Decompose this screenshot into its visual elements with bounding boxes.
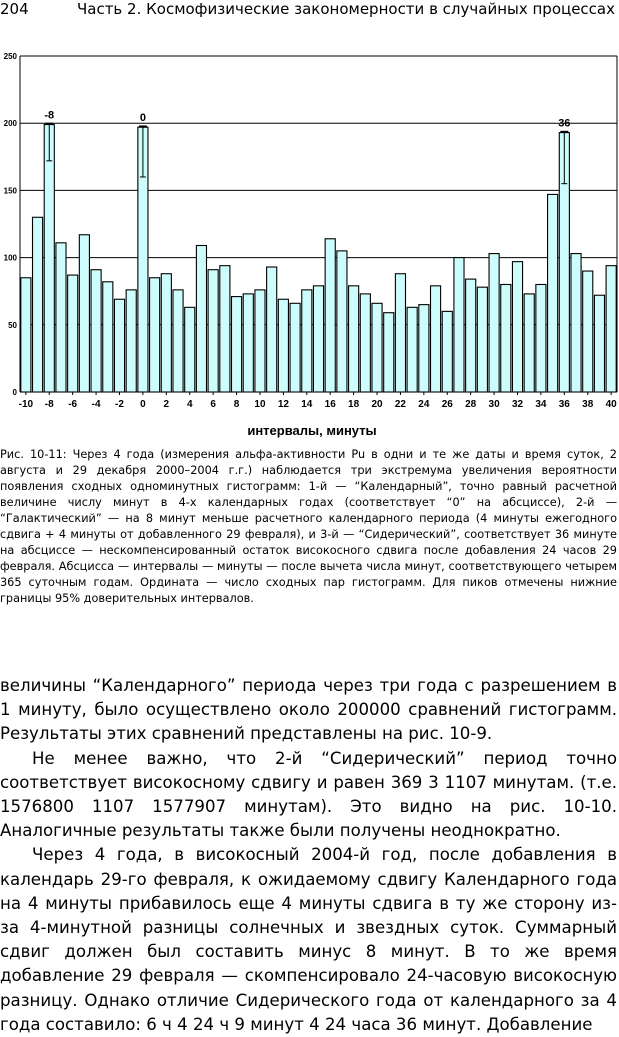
bar	[489, 254, 499, 392]
x-tick-label: 2	[163, 399, 170, 410]
x-tick-label: 32	[511, 399, 524, 410]
paragraph-3: Через 4 года, в високосный 2004-й год, после добавления в календарь 29-го февраля, к ожидаемому сдвигу Календарного года на 4 минуты прибавилось еще 4 минуты сдвига в ту же сторону из-за 4-минутной разницы солнечных и звездных суток. Суммарный сдвиг должен был составить минус 8 минут. В то же время добавление 29 февраля — скомпенсировало 24-часовую високосную разницу. Однако отличие Сидерического года от календарного за 4 года составило: 6 ч 4 24 ч 9 минут 4 24 часа 36 минут. Добавление	[0, 845, 617, 1034]
x-tick-label: 4	[186, 399, 193, 410]
running-title: Часть 2. Космофизические закономерности в случайных процессах	[76, 0, 615, 18]
page-header	[0, 0, 619, 20]
page-number: 204	[0, 0, 29, 18]
bar	[395, 274, 405, 392]
bar	[594, 295, 604, 392]
x-tick-label: 34	[535, 399, 547, 410]
x-tick-label: 16	[324, 399, 336, 410]
bar	[278, 299, 288, 392]
bar	[501, 284, 511, 392]
x-tick-label: 40	[605, 399, 617, 410]
bar	[185, 307, 195, 392]
x-tick-label: 36	[558, 399, 570, 410]
bar	[337, 251, 347, 392]
bar	[161, 274, 171, 392]
bar	[384, 313, 394, 392]
bar	[454, 258, 464, 392]
y-tick-label: 0	[12, 388, 17, 397]
x-tick-label: 24	[418, 399, 430, 410]
bar	[302, 290, 312, 392]
bar	[68, 275, 78, 392]
bar	[583, 271, 593, 392]
bar	[255, 290, 265, 392]
x-tick-label: 28	[465, 399, 477, 410]
peak-labels	[44, 110, 570, 130]
bar	[126, 290, 136, 392]
x-tick-label: 0	[140, 399, 146, 410]
x-axis-label: интервалы, минуты	[247, 423, 377, 438]
y-tick-label: 250	[3, 52, 17, 61]
bar	[196, 246, 206, 392]
bar	[220, 266, 230, 392]
body-text	[0, 674, 617, 1037]
bar	[431, 286, 441, 392]
bar	[349, 286, 359, 392]
bar	[21, 278, 31, 392]
x-tick-label: -8	[44, 399, 54, 410]
x-axis-ticks	[19, 392, 618, 410]
bar	[208, 270, 218, 392]
bar	[114, 299, 124, 392]
x-tick-label: 38	[582, 399, 594, 410]
bar	[419, 305, 429, 392]
x-tick-label: 18	[348, 399, 360, 410]
x-tick-label: 6	[210, 399, 216, 410]
x-tick-label: 26	[441, 399, 453, 410]
bar	[325, 239, 335, 392]
bar	[360, 294, 370, 392]
x-tick-label: 8	[233, 399, 240, 410]
bar	[313, 286, 323, 392]
bar	[524, 294, 534, 392]
figure-caption	[0, 447, 617, 607]
bar	[150, 278, 160, 392]
x-tick-label: 12	[277, 399, 289, 410]
x-tick-label: 10	[254, 399, 266, 410]
bar	[477, 287, 487, 392]
x-tick-label: -2	[115, 399, 124, 410]
x-tick-label: 22	[394, 399, 407, 410]
bar	[79, 235, 89, 392]
bar	[267, 267, 277, 392]
bar	[536, 284, 546, 392]
bar	[466, 279, 476, 392]
x-tick-label: -10	[18, 399, 34, 410]
bar	[290, 303, 300, 392]
paragraph-1: величины “Календарного” периода через три года с разрешением в 1 минуту, было осуществлено около 200000 сравнений гистограмм. Результаты этих сравнений представлены на рис. 10-9.	[0, 676, 617, 744]
y-axis-ticks	[4, 52, 18, 397]
bar	[372, 303, 382, 392]
bar	[44, 125, 54, 392]
bar	[91, 270, 101, 392]
bar	[33, 217, 43, 392]
peak-label: 36	[558, 117, 571, 130]
y-tick-label: 100	[3, 253, 17, 263]
confidence-intervals	[45, 124, 568, 184]
x-tick-label: -4	[91, 399, 101, 410]
bar	[407, 307, 417, 392]
bar	[512, 262, 522, 392]
bar	[103, 282, 113, 392]
paragraph-2: Не менее важно, что 2-й “Сидерический” период точно соответствует високосному сдвигу и равен 369 3 1107 минутам. (т.е. 1576800 1107 1577907 минутам). Это видно на рис. 10-10. Аналогичные результаты также были получены неоднократно.	[0, 748, 617, 841]
x-tick-label: 14	[301, 399, 313, 410]
x-tick-label: 30	[488, 399, 500, 410]
y-tick-label: 150	[3, 186, 17, 196]
bar	[571, 254, 581, 392]
bar	[548, 194, 558, 392]
peak-label: 0	[139, 112, 146, 125]
chart-bars	[21, 125, 616, 392]
caption-text: Рис. 10-11: Через 4 года (измерения альфа-активности Pu в одни и те же даты и время суток, 2 августа и 29 декабря 2000–2004 г.г.) наблюдается три экстремума увеличения вероятности появления сходных одноминутных гистограмм: 1-й — “Календарный”, точно равный расчетной величине числу минут в 4-х календарных годах (соответствует “0” на абсциссе), 2-й — “Галактический” — на 8 минут меньше расчетного календарного периода (4 минуты ежегодного сдвига + 4 минуты от добавленного 29 февраля), и 3-й — “Сидерический”, соответствует 36 минуте на абсциссе — нескомпенсированный остаток високосного сдвига после добавления 24 часов 29 февраля. Абсцисса — интервалы — минуты — после вычета числа минут, соответствующего четырем 365 суточным годам. Ордината — число сходных пар гистограмм. Для пиков отмечены нижние границы 95% доверительных интервалов.	[0, 448, 617, 605]
bar	[442, 311, 452, 392]
y-tick-label: 200	[3, 119, 17, 129]
bar	[243, 294, 253, 392]
bar	[56, 243, 66, 392]
bar	[606, 266, 616, 392]
histogram-chart	[0, 46, 619, 442]
y-tick-label: 50	[8, 320, 17, 330]
peak-label: -8	[44, 109, 55, 122]
bar	[173, 290, 183, 392]
bar	[232, 297, 242, 392]
x-tick-label: 20	[371, 399, 383, 410]
x-tick-label: -6	[68, 399, 78, 410]
